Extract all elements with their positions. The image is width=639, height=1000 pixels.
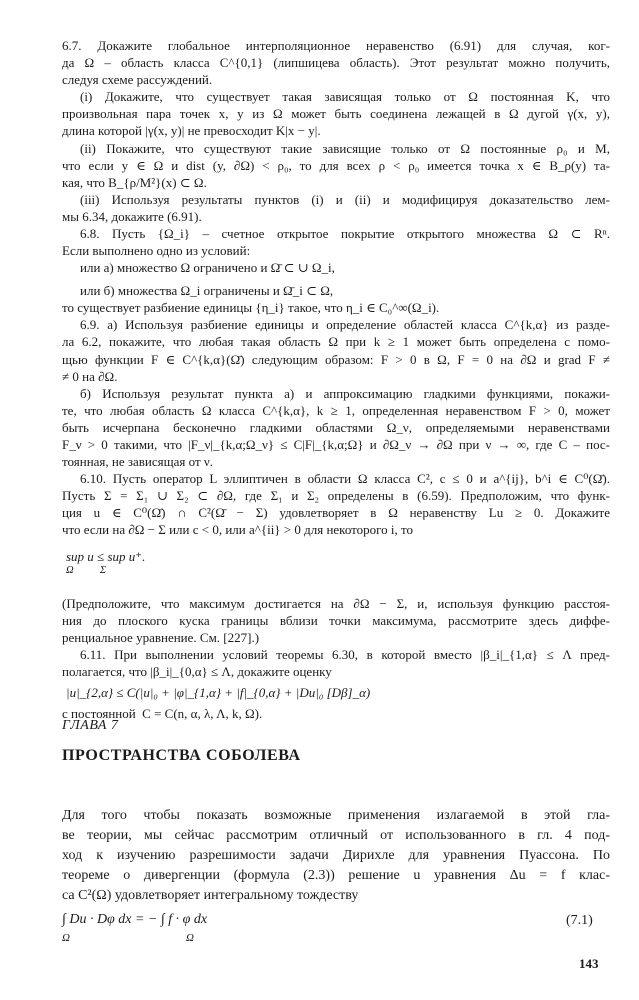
exercise-line: 6.8. Пусть {Ω_i} – счетное открытое покрытие открытого множества Ω ⊂ Rⁿ.: [80, 226, 610, 241]
intro-line: са C²(Ω) удовлетворяет интегральному тождеству: [62, 888, 359, 903]
intro-line: Для того чтобы показать возможные применения излагаемой в этой гла-: [62, 808, 610, 823]
page-number: 143: [579, 956, 599, 971]
exercise-line: или б) множества Ω_i ограничены и Ω̄_i ⊂ Ω,: [80, 283, 334, 298]
chapter-title: ПРОСТРАНСТВА СОБОЛЕВА: [62, 747, 301, 764]
exercise-line: или а) множество Ω ограничено и Ω̄ ⊂ ∪ Ω_i,: [80, 260, 335, 275]
exercise-line: ла 6.2, покажите, что любая такая область Ω при k ≥ 1 может быть определена с помо-: [62, 334, 610, 349]
exercise-line: ция u ∈ C⁰(Ω̄) ∩ C²(Ω̄ − Σ) удовлетворяет в Ω неравенству Lu ≥ 0. Докажите: [62, 505, 610, 520]
hint-line: полагается, что |β_i|_{0,α} ≤ Λ, докажите оценку: [62, 664, 332, 679]
exercise-line: произвольная пара точек x, y из Ω может быть соединена лежащей в Ω дугой γ(x, y),: [62, 106, 610, 121]
integral-subscript-left: Ω: [62, 932, 70, 944]
exercise-line: 6.7. Докажите глобальное интерполяционное неравенство (6.91) для случая, ког-: [62, 38, 610, 53]
exercise-line: Если выполнено одно из условий:: [62, 243, 251, 258]
sup-formula: sup u ≤ sup u⁺.: [66, 549, 146, 564]
equation-number: (7.1): [566, 913, 593, 928]
exercise-line: ≠ 0 на ∂Ω.: [62, 369, 118, 384]
exercise-line: да Ω – область класса C^{0,1} (липшицева область). Этот результат можно получить,: [62, 55, 610, 70]
hint-line: ния до плоского куска границы вблизи точки максимума, рассмотрите здесь диффе-: [62, 613, 610, 628]
hint-line: (Предположите, что максимум достигается на ∂Ω − Σ, и, используя функцию расстоя-: [62, 596, 610, 611]
exercise-line: что если y ∈ Ω и dist (y, ∂Ω) < ρ₀, то для всех ρ < ρ₀ имеется точка x ∈ B_ρ(y) та-: [62, 158, 610, 173]
exercise-line: 6.10. Пусть оператор L эллиптичен в области Ω класса C², c ≤ 0 и a^{ij}, b^i ∈ C⁰(Ω̄).: [80, 471, 610, 486]
exercise-line: длина которой |γ(x, y)| не превосходит K|x − y|.: [62, 123, 321, 138]
exercise-line: (iii) Используя результаты пунктов (i) и (ii) и модифицируя доказательство лем-: [80, 192, 610, 207]
exercise-line: то существует разбиение единицы {η_i} такое, что η_i ∈ C₀^∞(Ω_i).: [62, 300, 440, 315]
estimate-formula: |u|_{2,α} ≤ C(|u|₀ + |φ|_{1,α} + |f|_{0,α} + |Du|₀ [Dβ]_α): [66, 685, 371, 700]
sup-formula-subscripts: Ω Σ: [66, 565, 107, 576]
exercise-line: следуя схеме рассуждений.: [62, 72, 213, 87]
exercise-line: что если на ∂Ω − Σ или c < 0, или a^{ii} > 0 для некоторого i, то: [62, 522, 414, 537]
exercise-line: кая, что B_{ρ/M²}(x) ⊂ Ω.: [62, 175, 207, 190]
hint-line: 6.11. При выполнении условий теоремы 6.30, в которой вместо |β_i|_{1,α} ≤ Λ пред-: [80, 647, 610, 662]
exercise-line: F_ν > 0 такими, что |F_ν|_{k,α;Ω_ν} ≤ C|F|_{k,α;Ω} и ∂Ω_ν → ∂Ω при ν → ∞, где C – пос-: [62, 437, 610, 452]
exercise-line: щью функции F ∈ C^{k,α}(Ω̄) следующим образом: F > 0 в Ω, F = 0 на ∂Ω и grad F ≠: [62, 352, 610, 367]
exercise-line: (i) Докажите, что существует такая зависящая только от Ω постоянная K, что: [80, 89, 610, 104]
exercise-line: б) Используя результат пункта а) и аппроксимацию гладкими функциями, покажи-: [80, 386, 610, 401]
intro-line: ход к изучению разрешимости задачи Дирихле для уравнения Пуассона. По: [62, 848, 610, 863]
hint-line: ренциальное уравнение. См. [227].): [62, 630, 260, 645]
exercise-line: тоянная, не зависящая от ν.: [62, 454, 214, 469]
intro-line: ве теории, мы сейчас рассмотрим отличный от использованного в гл. 4 под-: [62, 828, 610, 843]
exercise-line: мы 6.34, докажите (6.91).: [62, 209, 202, 224]
exercise-line: 6.9. а) Используя разбиение единицы и определение областей класса C^{k,α} из разде-: [80, 317, 610, 332]
chapter-label: ГЛАВА 7: [62, 718, 119, 733]
exercise-line: (ii) Покажите, что существуют такие зависящие только от Ω постоянные ρ₀ и M,: [80, 141, 610, 156]
integral-identity: ∫ Du · Dφ dx = − ∫ f · φ dx: [62, 912, 208, 927]
intro-line: теореме о дивергенции (формула (2.3)) решение u уравнения Δu = f клас-: [62, 868, 610, 883]
exercise-line: Пусть Σ = Σ₁ ∪ Σ₂ ⊂ ∂Ω, где Σ₁ и Σ₂ определены в (6.59). Предположим, что функ-: [62, 488, 610, 503]
exercise-line: быть исчерпана бесконечно гладкими областями Ω_ν, определяемыми неравенствами: [62, 420, 610, 435]
constant-line: с постоянной C = C(n, α, λ, Λ, k, Ω).: [62, 706, 263, 721]
integral-subscript-right: Ω: [186, 932, 194, 944]
exercise-line: те, что любая область Ω класса C^{k,α}, k ≥ 1, определенная неравенством F > 0, может: [62, 403, 610, 418]
